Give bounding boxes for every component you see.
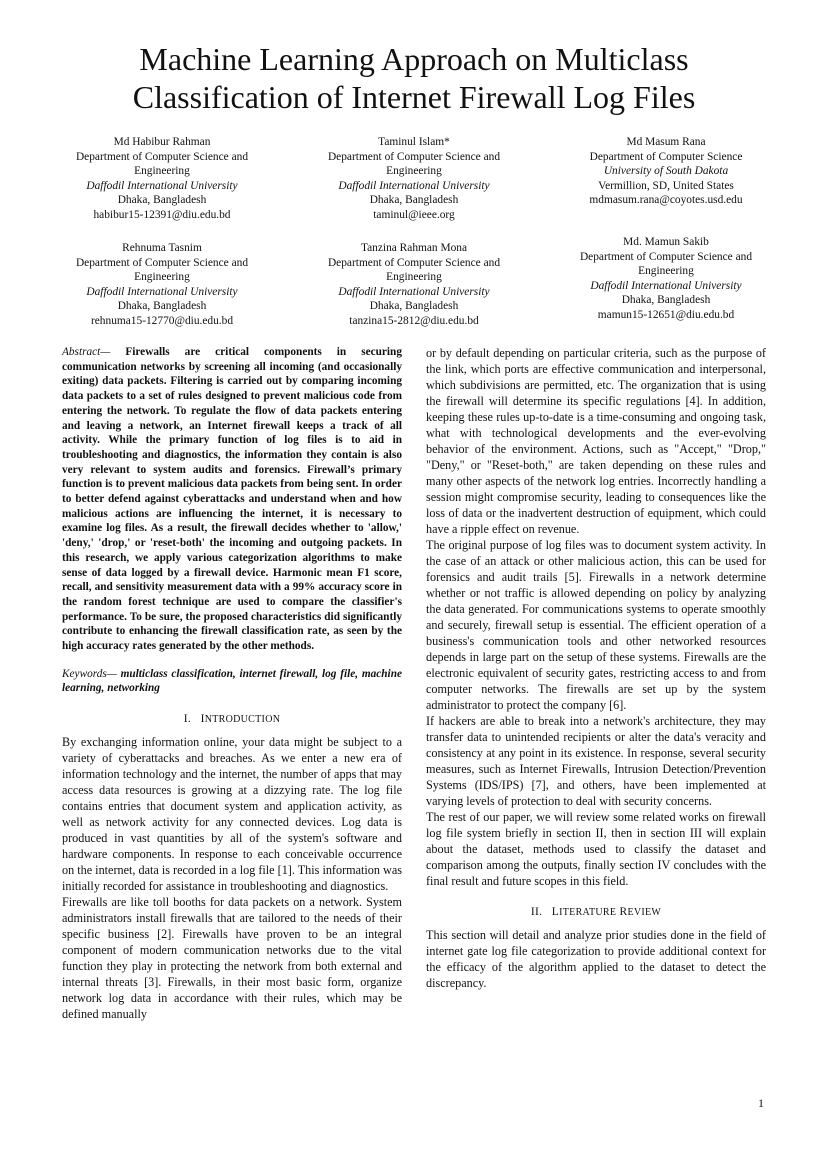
keywords-label: Keywords—	[62, 667, 117, 680]
author-dept: Engineering	[386, 165, 442, 177]
author-dept: Engineering	[638, 265, 694, 277]
paragraph: The original purpose of log files was to document system activity. In the case of an attack or other malicious action, this can be used for forensics and audit trails [5]. Firewalls in a network determine whether or not traffic is allowed depending on policy by analyzing the data generated. For communications systems to operate smoothly and securely, firewall setup is essential. The efficient operation of a business's communication tools and other networked resources depends in large part on the setup of these systems. Firewalls are the electronic equivalent of security gates, restricting access to and from computer networks. The firewalls are set up by the system administrator to protect the company [6].	[426, 538, 766, 712]
author-affiliation: University of South Dakota	[603, 165, 729, 177]
author-block	[42, 135, 282, 222]
author-dept: Department of Computer Science and	[75, 256, 249, 269]
page-number: 1	[758, 1096, 764, 1110]
author-block	[546, 135, 786, 208]
abstract-label: Abstract—	[62, 346, 111, 358]
author-affiliation: Daffodil International University	[86, 179, 238, 192]
author-dept: Department of Computer Science	[589, 150, 743, 163]
author-email: mdmasum.rana@coyotes.usd.edu	[589, 194, 743, 206]
paragraph: or by default depending on particular criteria, such as the purpose of the link, which ports are effective communication and interpersonal, which subdivisions are permitted, etc. The organization that is using the firewall will determine its specific regulations [4]. In addition, keeping these rules up-to-date is a time-consuming and ongoing task, what with technological developments and the ever-evolving behavior of the environment. Actions, such as "Accept," "Drop," "Deny," or "Reset-both," are taken depending on these rules and many other aspects of the network log entries. Incorrectly handling a session might compromise security, leading to consequences like the loss of data or the inadvertent destruction of equipment, which could have a ripple effect on revenue.	[426, 346, 766, 536]
author-name: Tanzina Rahman Mona	[360, 242, 468, 254]
author-affiliation: Daffodil International University	[338, 179, 490, 192]
author-email: habibur15-12391@diu.edu.bd	[93, 208, 231, 221]
author-name: Md. Mamun Sakib	[623, 236, 709, 248]
author-block	[42, 241, 282, 328]
author-name: Taminul Islam*	[378, 136, 450, 148]
author-block	[546, 235, 786, 322]
author-location: Dhaka, Bangladesh	[369, 194, 459, 206]
author-affiliation: Daffodil International University	[86, 285, 238, 298]
author-dept: Engineering	[134, 271, 190, 283]
paragraph: By exchanging information online, your data might be subject to a variety of cyberattacks and breaches. As we enter a new era of information technology and the internet, the number of apps that may access data resources is growing at a dizzying rate. The log file contains entries that document system and application activity, as well as network activity for any connected devices. Log data is produced in vast quantities by all of the system's software and hardware components. In response to each conceivable occurrence on the internet, data is recorded in a log file [1]. This information was initially recorded for assistance in troubleshooting and diagnostics.	[62, 735, 402, 894]
paragraph: This section will detail and analyze prior studies done in the field of internet gate log file categorization to provide additional context for the efficacy of the algorithm applied to the dataset to detect the discrepancy.	[426, 928, 766, 990]
author-dept: Department of Computer Science and	[327, 256, 501, 269]
author-block	[294, 135, 534, 222]
author-dept: Department of Computer Science and	[75, 150, 249, 163]
author-location: Dhaka, Bangladesh	[117, 194, 207, 206]
title-line-1: Machine Learning Approach on Multiclass	[139, 41, 689, 77]
author-location: Dhaka, Bangladesh	[117, 300, 207, 312]
author-name: Md Masum Rana	[626, 136, 706, 148]
paragraph: The rest of our paper, we will review some related works on firewall log file system briefly in section II, then in section III will explain about the dataset, methods used to classify the dataset and comparison among the outputs, finally section IV concludes with the final result and future scopes in this field.	[426, 810, 766, 888]
title-line-2: Classification of Internet Firewall Log Files	[132, 79, 696, 115]
author-block	[294, 241, 534, 328]
author-email: rehnuma15-12770@diu.edu.bd	[90, 314, 234, 327]
keywords-text: multiclass classification, internet firewall, log file, machine learning, networking	[62, 667, 402, 695]
paragraph: Firewalls are like toll booths for data packets on a network. System administrators install firewalls that are tailored to the needs of their specific business [2]. Firewalls have proven to be an integral component of modern communication networks due to the vital function they play in protecting the network from both external and internal threats [3]. Firewalls, in their most basic form, organize network log data in accordance with their rules, which may be defined manually	[62, 895, 402, 1022]
author-dept: Department of Computer Science and	[327, 150, 501, 163]
author-email: mamun15-12651@diu.edu.bd	[597, 308, 735, 321]
paper-title	[0, 40, 828, 116]
author-name: Md Habibur Rahman	[113, 136, 211, 148]
abstract-text: Firewalls are critical components in securing communication networks by screening all incoming (and occasionally exiting) data packets. Filtering is carried out by comparing incoming data packets to a set of rules designed to prevent malicious code from entering the network. To regulate the flow of data packets entering and leaving a network, an Internet firewall keeps a track of all activity. While the primary function of log files is to aid in troubleshooting and diagnostics, the information they contain is also very relevant to system audits and forensics. Firewall’s primary function is to prevent malicious data packets from being sent. In order to better defend against cyberattacks and understand when and how malicious actions are influencing the internet, it is necessary to examine log files. As a result, the firewall decides whether to 'allow,' 'deny,' 'drop,' or 'reset-both' the incoming and outgoing packets. In this research, we apply various categorization algorithms to make sense of data logged by a firewall device. Harmonic mean F1 score, recall, and sensitivity measurement data with a 99% accuracy score in the random forest technique are used to compare the classifier's performance. To be sure, the proposed characteristics did significantly contribute to enhancing the firewall classification rate, as seen by the high accuracy rates generated by the other methods.	[62, 346, 402, 653]
author-affiliation: Daffodil International University	[590, 279, 742, 292]
author-affiliation: Daffodil International University	[338, 285, 490, 298]
abstract	[62, 345, 402, 654]
paragraph: If hackers are able to break into a network's architecture, they may transfer data to unintended recipients or alter the data's veracity and consistency at any point in its existence. In response, several security measures, such as Internet Firewalls, Intrusion Detection/Prevention Systems (IDS/IPS) [7], and others, have been implemented at varying levels of protection to deal with security concerns.	[426, 714, 766, 808]
author-dept: Department of Computer Science and	[579, 250, 753, 263]
author-name: Rehnuma Tasnim	[122, 242, 202, 254]
author-email: tanzina15-2812@diu.edu.bd	[349, 314, 479, 327]
keywords	[62, 667, 402, 696]
author-location: Vermillion, SD, United States	[598, 179, 734, 192]
section-heading-introduction: I. INTRODUCTION	[183, 713, 281, 726]
author-email: taminul@ieee.org	[373, 208, 455, 221]
author-location: Dhaka, Bangladesh	[369, 300, 459, 312]
author-dept: Engineering	[134, 165, 190, 177]
author-location: Dhaka, Bangladesh	[621, 294, 711, 306]
author-dept: Engineering	[386, 271, 442, 283]
section-heading-literature-review: II. LITERATURE REVIEW	[530, 906, 662, 918]
right-column	[426, 345, 766, 991]
left-column	[62, 345, 402, 1022]
